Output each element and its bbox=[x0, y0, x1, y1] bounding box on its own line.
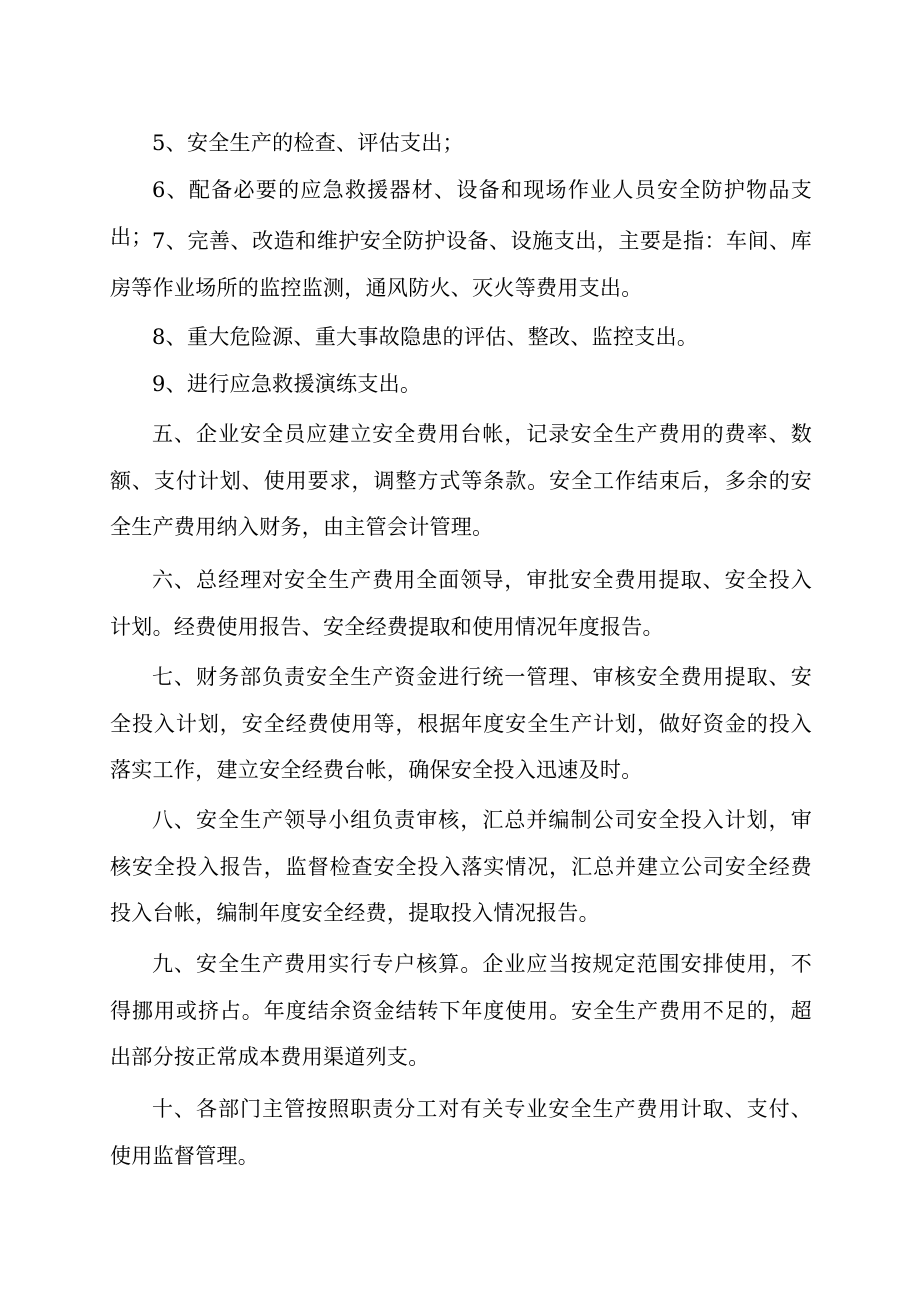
paragraph-section-9: 九、安全生产费用实行专户核算。企业应当按规定范围安排使用，不得挪用或挤占。年度结余资金结转下年度使用。安全生产费用不足的，超出部分按正常成本费用渠道列支。 bbox=[110, 952, 812, 1069]
paragraph-item-6: 6、配备必要的应急救援器材、设备和现场作业人员安全防护物品支出； bbox=[110, 178, 812, 249]
paragraph-section-10: 十、各部门主管按照职责分工对有关专业安全生产费用计取、支付、使用监督管理。 bbox=[110, 1097, 812, 1168]
paragraph-section-7: 七、财务部负责安全生产资金进行统一管理、审核安全费用提取、安全投入计划，安全经费使用等，根据年度安全生产计划，做好资金的投入落实工作，建立安全经费台帐，确保安全投入迅速及时。 bbox=[110, 665, 812, 782]
paragraph-item-9: 9、进行应急救援演练支出。 bbox=[152, 372, 422, 396]
paragraph-section-5: 五、企业安全员应建立安全费用台帐，记录安全生产费用的费率、数额、支付计划、使用要求，调整方式等条款。安全工作结束后，多余的安全生产费用纳入财务，由主管会计管理。 bbox=[110, 422, 812, 539]
paragraph-item-5: 5、安全生产的检查、评估支出； bbox=[152, 131, 464, 155]
paragraph-section-8: 八、安全生产领导小组负责审核，汇总并编制公司安全投入计划，审核安全投入报告，监督检查安全投入落实情况，汇总并建立公司安全经费投入台帐，编制年度安全经费，提取投入情况报告。 bbox=[110, 808, 812, 925]
paragraph-section-6: 六、总经理对安全生产费用全面领导，审批安全费用提取、安全投入计划。经费使用报告、安全经费提取和使用情况年度报告。 bbox=[110, 568, 812, 639]
paragraph-item-8: 8、重大危险源、重大事故隐患的评估、整改、监控支出。 bbox=[152, 325, 699, 349]
paragraph-item-7: 7、完善、改造和维护安全防护设备、设施支出，主要是指：车间、库房等作业场所的监控监测，通风防火、灭火等费用支出。 bbox=[110, 229, 812, 300]
